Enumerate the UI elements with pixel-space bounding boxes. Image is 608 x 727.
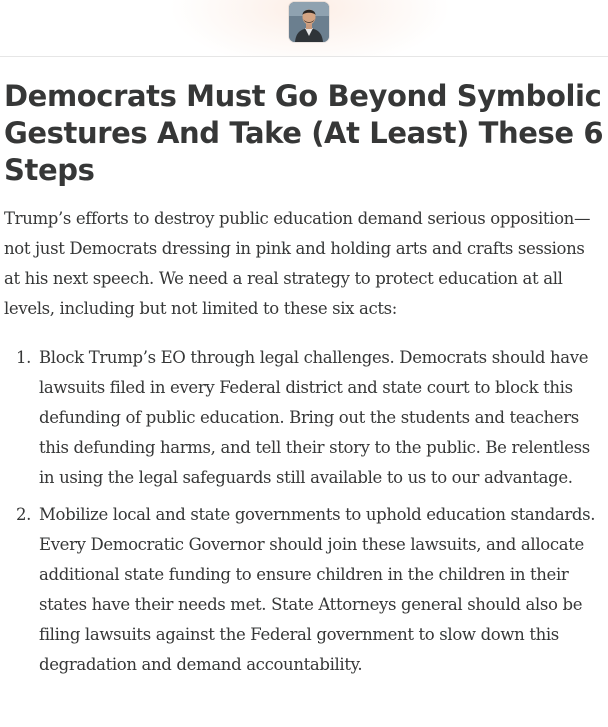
list-item-number: 1.	[16, 348, 32, 367]
list-item	[4, 500, 604, 680]
avatar-photo	[289, 2, 329, 42]
list-item-number: 2.	[16, 505, 32, 524]
list-item-text: Block Trump’s EO through legal challenges. Democrats should have lawsuits filed in every Federal district and state court to block this defunding of public education. Bring out the students and teachers this defunding harms, and tell their story to the public. Be relentless in using the legal safeguards still available to us to our advantage.	[39, 348, 590, 487]
list-item-text: Mobilize local and state governments to uphold education standards. Every Democratic Governor should join these lawsuits, and allocate additional state funding to ensure children in the children in their states have their needs met. State Attorneys general should also be filing lawsuits against the Federal government to slow down this degradation and demand accountability.	[39, 505, 596, 674]
list-item	[4, 343, 604, 493]
steps-list	[4, 343, 604, 687]
top-bar	[0, 0, 608, 57]
article-intro: Trump’s efforts to destroy public education demand serious opposition—not just Democrats dressing in pink and holding arts and crafts sessions at his next speech. We need a real strategy to protect education at all levels, including but not limited to these six acts:	[4, 209, 591, 318]
author-avatar-icon[interactable]	[289, 2, 329, 42]
article-title: Democrats Must Go Beyond Symbolic Gestures And Take (At Least) These 6 Steps	[4, 79, 604, 187]
